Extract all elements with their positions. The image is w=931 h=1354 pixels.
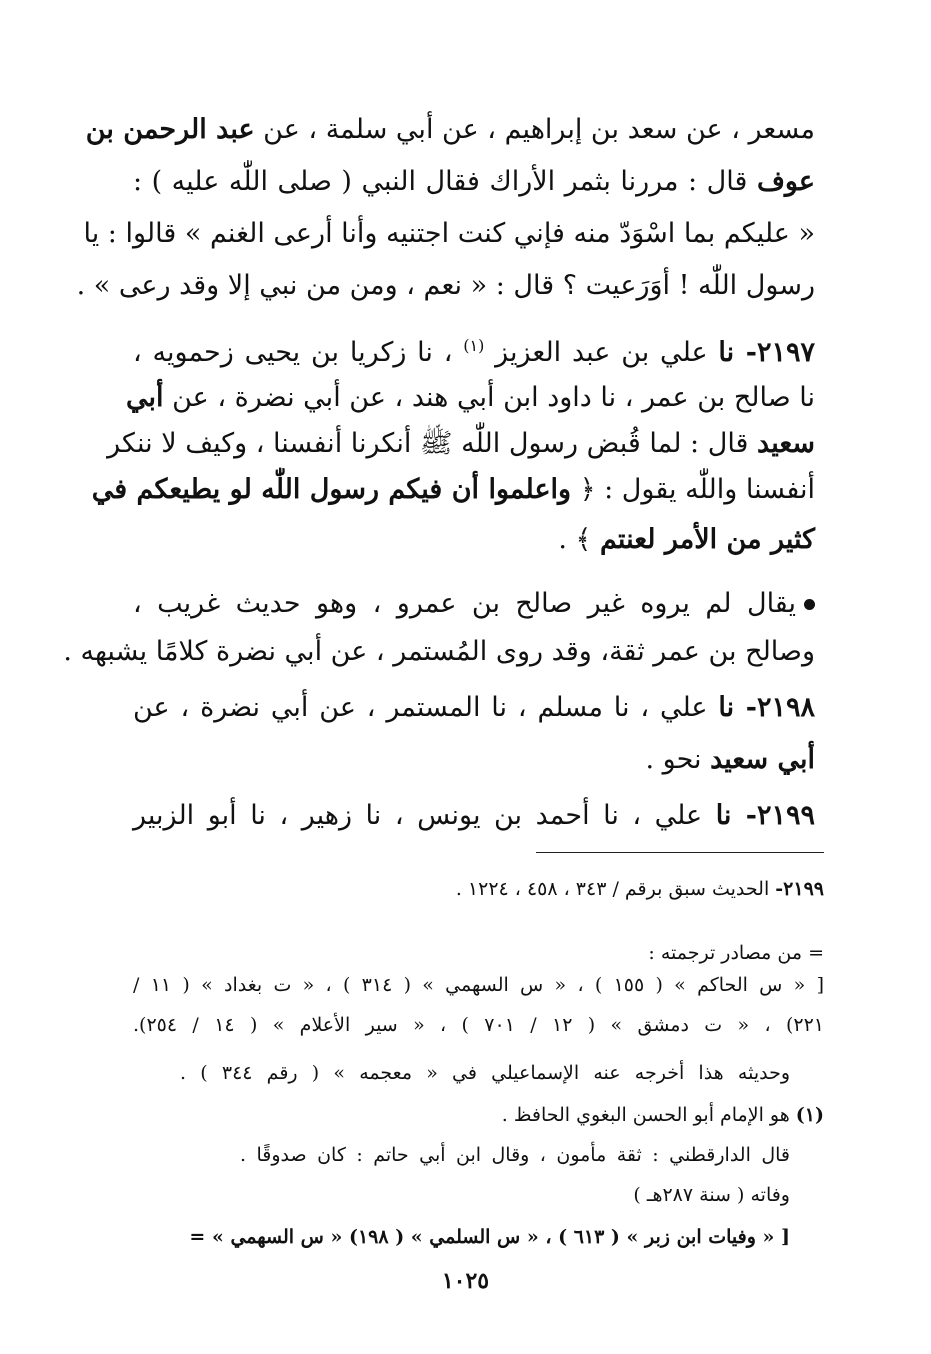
main-line (133, 796, 815, 840)
text-segment: أنفسنا واللّٰه يقول : ﴿ (571, 474, 815, 505)
main-line (83, 214, 815, 258)
text-segment: وفاته ( سنة ٢٨٧هـ ) (633, 1184, 790, 1206)
bold-text: سعيد (757, 428, 815, 459)
bold-text: ٢١٩٩- نا (715, 800, 815, 831)
bold-text: كثير من الأمر لعنتم (599, 524, 815, 555)
footnote-line (189, 1222, 790, 1254)
footnote-line (240, 1140, 790, 1172)
footnote-line (133, 970, 824, 1002)
main-line (91, 470, 815, 514)
footnote-line (420, 874, 824, 906)
main-line (133, 740, 815, 784)
footnote-line (133, 1010, 824, 1042)
main-line (125, 378, 815, 422)
bold-text: [ « وفيات ابن زبر » ( ٦١٣ ) ، « س السلمي » ( ١٩٨) « س السهمي » = (189, 1226, 790, 1248)
text-segment: « عليكم بما اسْوَدّ منه فإني كنت اجتنيه وأنا أرعى الغنم » قالوا : يا (83, 218, 815, 249)
text-segment: ﴾ . (558, 524, 600, 555)
bold-text: ٢١٩٩- (775, 878, 824, 900)
footnote-line (600, 1180, 790, 1212)
main-line (107, 424, 815, 468)
text-segment: علي بن عبد العزيز (484, 337, 719, 368)
footnote-separator (536, 852, 824, 853)
text-segment: قال الدارقطني : ثقة مأمون ، وقال ابن أبي حاتم : كان صدوقًا . (240, 1144, 790, 1166)
bullet-icon (804, 599, 815, 610)
text-segment: علي ، نا أحمد بن يونس ، نا زهير ، نا أبو الزبير (133, 800, 716, 831)
text-segment: نحو . (645, 744, 711, 775)
text-segment: يقال لم يروه غير صالح بن عمرو ، وهو حديث غريب ، (133, 588, 796, 619)
text-segment: الحديث سبق برقم / ٣٤٣ ، ٤٥٨ ، ١٢٢٤ . (455, 878, 776, 900)
main-line (133, 326, 815, 370)
text-segment: نا صالح بن عمر ، نا داود ابن أبي هند ، عن أبي نضرة ، عن (163, 382, 815, 413)
bold-text: (١) (795, 1104, 824, 1126)
text-segment: [ « س الحاكم » ( ١٥٥ ) ، « س السهمي » ( ٣١٤ ) ، « ت بغداد » ( ١١ / (133, 974, 824, 996)
text-segment: وصالح بن عمر ثقة، وقد روى المُستمر ، عن أبي نضرة كلامًا يشبهه . (63, 636, 815, 667)
footnote-line (460, 1100, 824, 1132)
footnote-marker: (١) (463, 336, 485, 355)
text-segment: هو الإمام أبو الحسن البغوي الحافظ . (501, 1104, 796, 1126)
bold-text: عبد الرحمن بن (85, 114, 255, 145)
main-line (85, 110, 815, 154)
bold-text: عوف (756, 166, 815, 197)
main-line (133, 162, 815, 206)
text-segment: ٢٢١) ، « ت دمشق » ( ١٢ / ٧٠١ ) ، « سير الأعلام » ( ١٤ / ٢٥٤). (133, 1014, 825, 1036)
text-segment: علي ، نا مسلم ، نا المستمر ، عن أبي نضرة ، عن (133, 692, 719, 723)
main-line (133, 520, 815, 564)
text-segment: قال : لما قُبض رسول اللّٰه ﷺ أنكرنا أنفسنا ، وكيف لا ننكر (107, 428, 758, 459)
main-line (76, 266, 815, 310)
footnote-line (180, 1058, 790, 1090)
main-line (133, 584, 815, 628)
main-line (133, 688, 815, 732)
main-line (63, 632, 815, 676)
bold-text: ٢١٩٨- نا (718, 692, 815, 723)
text-segment: قال : مررنا بثمر الأراك فقال النبي ( صلى اللّٰه عليه ) : (133, 166, 757, 197)
text-segment: وحديثه هذا أخرجه عنه الإسماعيلي في « معجمه » ( رقم ٣٤٤ ) . (180, 1062, 791, 1084)
bold-text: واعلموا أن فيكم رسول اللّٰه لو يطيعكم في (91, 474, 572, 505)
text-segment: ، نا زكريا بن يحيى زحمويه ، (133, 337, 464, 368)
text-segment: مسعر ، عن سعد بن إبراهيم ، عن أبي سلمة ، عن (254, 114, 815, 145)
bold-text: ٢١٩٧- نا (718, 337, 815, 368)
bold-text: أبي (125, 382, 164, 413)
page-number: ١٠٢٥ (441, 1268, 490, 1294)
footnote-line (560, 938, 824, 970)
text-segment: = من مصادر ترجمته : (648, 942, 824, 964)
bold-text: أبي سعيد (710, 744, 815, 775)
text-segment: رسول اللّٰه ! أوَرَعيت ؟ قال : « نعم ، ومن من نبي إلا وقد رعى » . (76, 270, 815, 301)
